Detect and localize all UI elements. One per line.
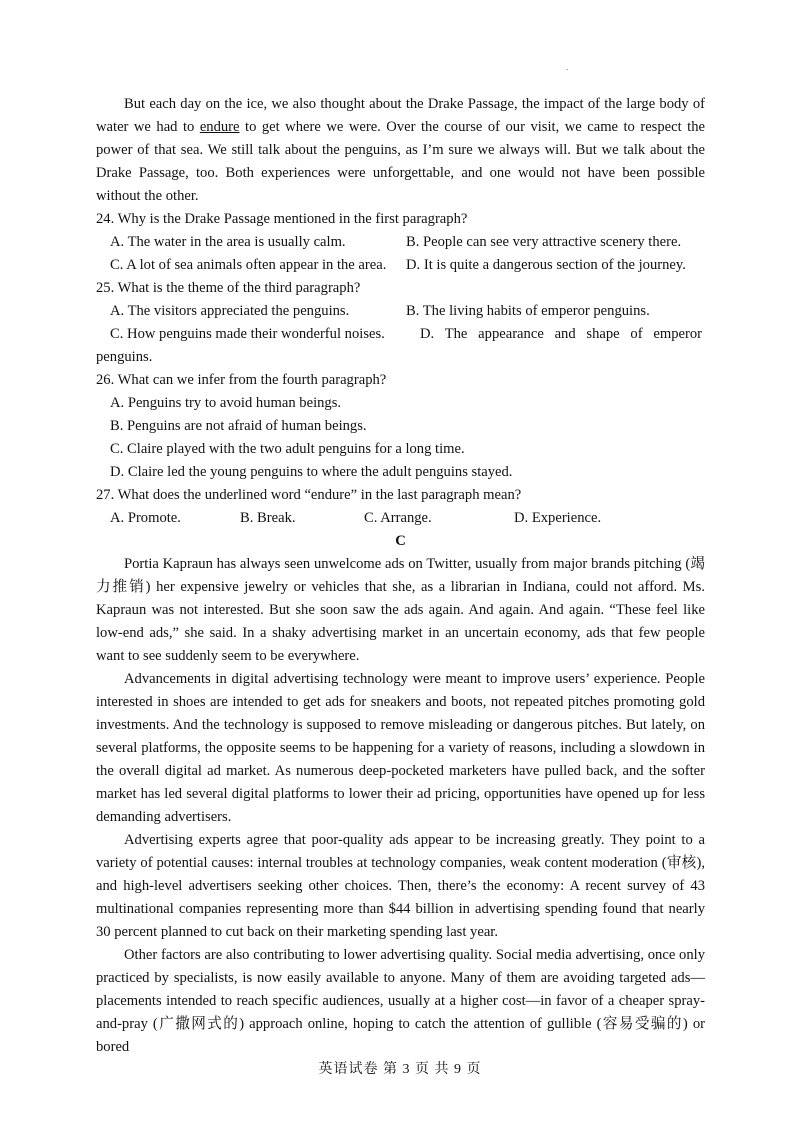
section-c-paragraph-2: Advancements in digital advertising technology were meant to improve users’ experience. People interested in shoes are intended to get ads for sneakers and boots, not repeated pitches promoting gold investments. And the technology is supposed to remove misleading or dangerous pitches. But lately, on several platforms, the opposite seems to be happening for a variety of reasons, including a slowdown in the overall digital ad market. As numerous deep-pocketed marketers have pulled back, and the softer market has led several digital platforms to lower their ad pricing, opportunities have opened up for less demanding advertisers.: [96, 671, 705, 825]
question-25-option-d-continued: penguins.: [96, 349, 153, 365]
question-27-option-d: D. Experience.: [514, 510, 602, 526]
question-27-options: [96, 507, 705, 530]
document-page: [96, 93, 705, 1059]
question-26-option-b: B. Penguins are not afraid of human beings.: [110, 418, 367, 434]
question-27-option-c: C. Arrange.: [364, 510, 432, 526]
question-27-stem: 27. What does the underlined word “endure” in the last paragraph mean?: [96, 487, 522, 503]
question-26-option-d: D. Claire led the young penguins to where the adult penguins stayed.: [110, 464, 513, 480]
section-c-paragraph-4: Other factors are also contributing to lower advertising quality. Social media advertising, once only practiced by specialists, is now easily available to anyone. Many of them are avoiding targeted ads—placements intended to reach specific audiences, usually at a higher cost—in favor of a cheaper spray-and-pray (广撒网式的) approach online, hoping to catch the attention of gullible (容易受骗的) or bored: [96, 947, 705, 1055]
page-footer: 英语试卷 第 3 页 共 9 页: [318, 1062, 482, 1077]
underlined-word-endure: endure: [199, 119, 240, 135]
question-25-option-c: C. How penguins made their wonderful noises.: [110, 326, 385, 342]
question-24-options-row-1: [96, 231, 705, 254]
section-c-paragraph-3: Advertising experts agree that poor-quality ads appear to be increasing greatly. They point to a variety of potential causes: internal troubles at technology companies, weak content moderation (审核), and high-level advertisers seeking other choices. Then, there’s the economy: A recent survey of 43 multinational companies representing more than $44 billion in advertising spending found that nearly 30 percent planned to cut back on their marketing spending last year.: [96, 832, 705, 940]
question-24-stem: 24. Why is the Drake Passage mentioned in the first paragraph?: [96, 211, 468, 227]
question-24-option-d: D. It is quite a dangerous section of the journey.: [406, 257, 686, 273]
question-27-option-b: B. Break.: [240, 510, 296, 526]
section-c-heading: C: [395, 533, 406, 549]
question-27-option-a: A. Promote.: [110, 510, 181, 526]
question-25-option-d: D. The appearance and shape of emperor: [420, 326, 702, 342]
question-24-option-b: B. People can see very attractive scenery there.: [406, 234, 682, 250]
question-25-option-a: A. The visitors appreciated the penguins.: [110, 303, 350, 319]
intro-paragraph: But each day on the ice, we also thought about the Drake Passage, the impact of the large body of water we had to endure to get where we were. Over the course of our visit, we came to respect the power of that sea. We still talk about the penguins, as I’m sure we always will. But we talk about the Drake Passage, too. Both experiences were unforgettable, and one would not have been possible without the other.: [96, 96, 705, 204]
question-25-stem: 25. What is the theme of the third paragraph?: [96, 280, 361, 296]
question-26-stem: 26. What can we infer from the fourth paragraph?: [96, 372, 387, 388]
question-25-options-row-1: [96, 300, 705, 323]
question-24-option-c: C. A lot of sea animals often appear in the area.: [110, 257, 387, 273]
question-24-options-row-2: [96, 254, 705, 277]
question-25-options-row-2: [96, 323, 705, 346]
section-c-paragraph-1: Portia Kapraun has always seen unwelcome ads on Twitter, usually from major brands pitching (竭力推销) her expensive jewelry or vehicles that she, as a librarian in Indiana, could not afford. Ms. Kapraun was not interested. But she soon saw the ads again. And again. And again. “These feel like low-end ads,” she said. In a shaky advertising market in an uncertain economy, ads that few people want to see suddenly seem to be everywhere.: [96, 556, 705, 664]
header-dot: .: [566, 62, 569, 72]
question-24-option-a: A. The water in the area is usually calm.: [110, 234, 346, 250]
question-26-option-c: C. Claire played with the two adult penguins for a long time.: [110, 441, 465, 457]
question-26-option-a: A. Penguins try to avoid human beings.: [110, 395, 342, 411]
question-25-option-b: B. The living habits of emperor penguins.: [406, 303, 650, 319]
